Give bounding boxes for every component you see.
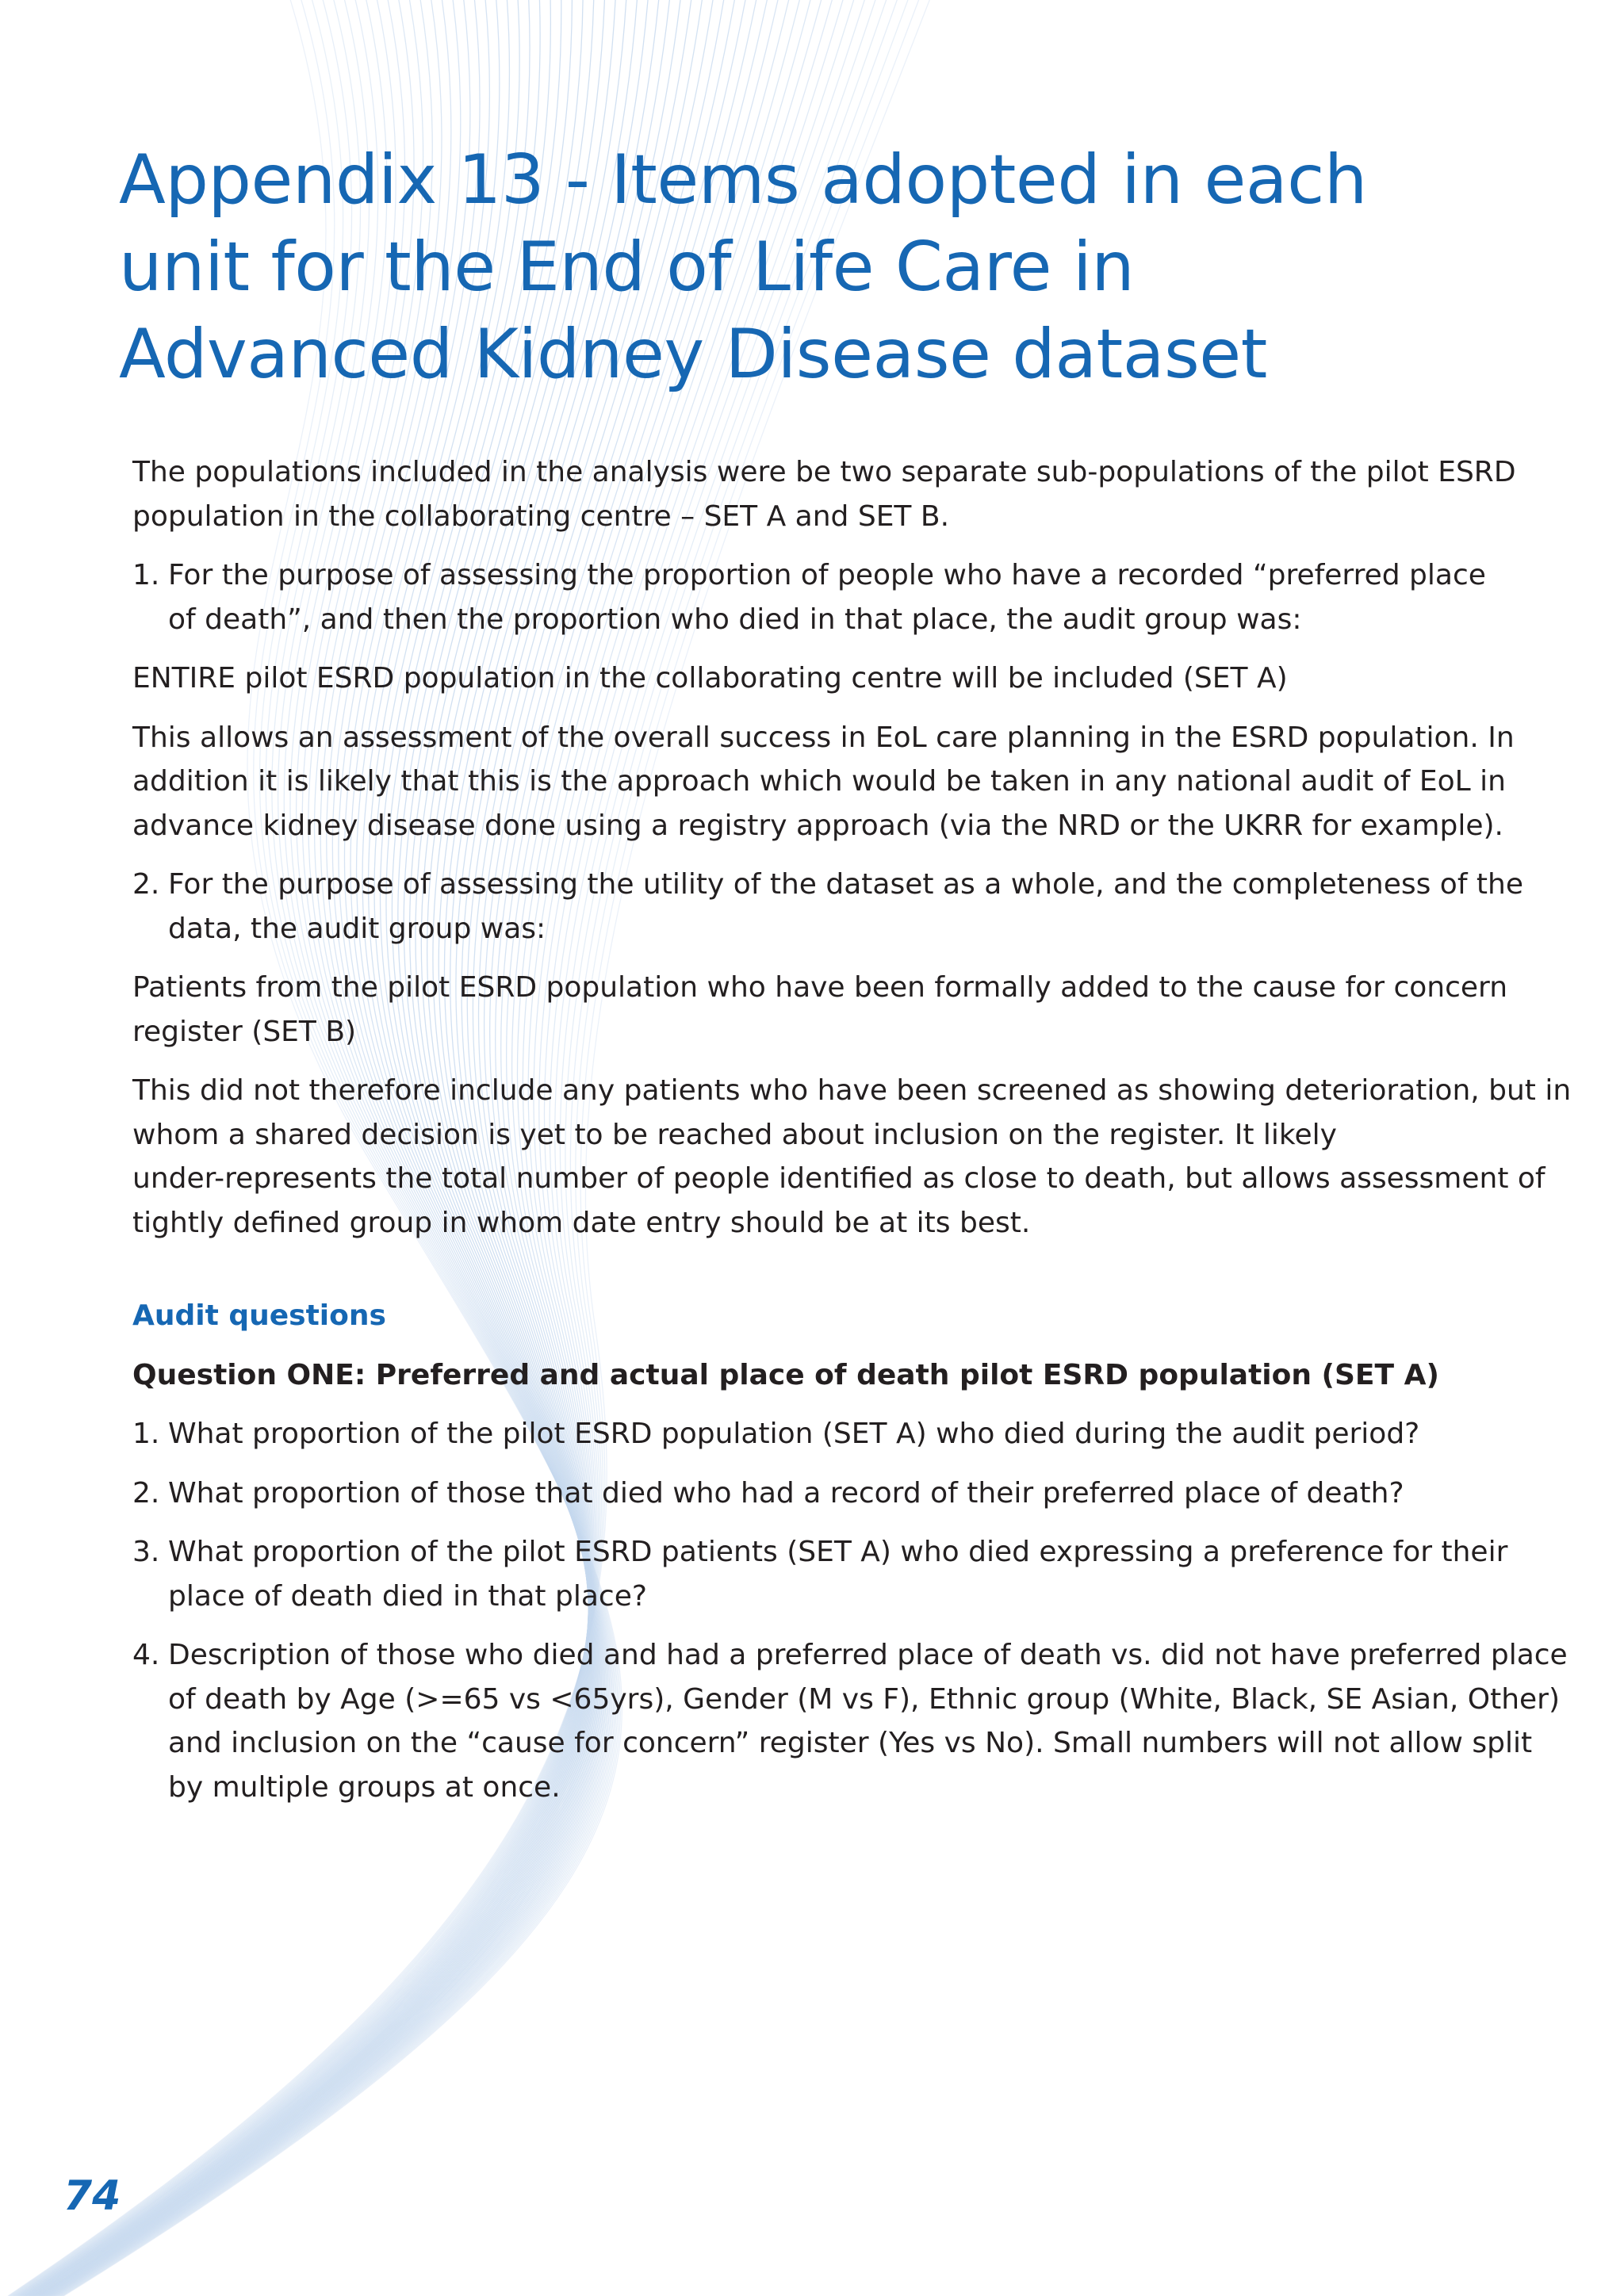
text-line: data, the audit group was: bbox=[168, 912, 546, 945]
text-line: register (SET B) bbox=[132, 1015, 357, 1048]
text-line: whom a shared decision is yet to be reached about inclusion on the register. It likely bbox=[132, 1118, 1337, 1151]
numbered-item-1 bbox=[132, 553, 1512, 641]
question-item bbox=[132, 1471, 1512, 1516]
item-number: 1. bbox=[132, 559, 160, 591]
text-line: What proportion of the pilot ESRD population (SET A) who died during the audit period? bbox=[168, 1418, 1420, 1450]
text-line: This did not therefore include any patients who have been screened as showing deterioration, but in bbox=[132, 1074, 1572, 1107]
text-line: Patients from the pilot ESRD population who have been formally added to the cause for concern bbox=[132, 971, 1508, 1004]
numbered-item-2 bbox=[132, 863, 1524, 951]
text-line: What proportion of the pilot ESRD patients (SET A) who died expressing a preference for their bbox=[168, 1536, 1508, 1568]
intro-paragraph bbox=[132, 450, 1516, 538]
title-line: Appendix 13 - Items adopted in each bbox=[119, 140, 1367, 220]
title-line: unit for the End of Life Care in bbox=[119, 228, 1135, 307]
text-line: by multiple groups at once. bbox=[168, 1770, 561, 1804]
title-line: Advanced Kidney Disease dataset bbox=[119, 315, 1267, 394]
text-line: What proportion of those that died who had a record of their preferred place of death? bbox=[168, 1476, 1404, 1510]
audit-questions-heading: Audit questions bbox=[132, 1299, 386, 1332]
item-number: 2. bbox=[132, 868, 160, 901]
text-line: This allows an assessment of the overall success in EoL care planning in the ESRD population. In bbox=[132, 721, 1515, 754]
question-item bbox=[132, 1530, 1512, 1618]
question-item bbox=[132, 1633, 1568, 1809]
set-b-statement bbox=[132, 966, 1512, 1054]
set-a-statement bbox=[132, 656, 1512, 701]
item-number: 1. bbox=[132, 1418, 160, 1450]
item-number: 2. bbox=[132, 1476, 160, 1510]
page-title bbox=[119, 136, 1467, 398]
item-number: 4. bbox=[132, 1639, 160, 1671]
item-number: 3. bbox=[132, 1536, 160, 1568]
text-line: place of death died in that place? bbox=[168, 1579, 647, 1613]
text-line: and inclusion on the “cause for concern” register (Yes vs No). Small numbers will not allow split bbox=[168, 1727, 1533, 1759]
text-line: For the purpose of assessing the utility of the dataset as a whole, and the completeness of the bbox=[168, 868, 1524, 901]
text-line: Description of those who died and had a preferred place of death vs. did not have preferred place bbox=[168, 1639, 1568, 1671]
body-text bbox=[132, 450, 1572, 1824]
text-line: advance kidney disease done using a registry approach (via the NRD or the UKRR for example). bbox=[132, 809, 1503, 842]
text-line: tightly defined group in whom date entry should be at its best. bbox=[132, 1206, 1031, 1239]
question-item bbox=[132, 1412, 1512, 1456]
text-line: under-represents the total number of people identified as close to death, but allows assessment of bbox=[132, 1162, 1545, 1195]
text-line: of death”, and then the proportion who died in that place, the audit group was: bbox=[168, 603, 1302, 636]
question-one-heading: Question ONE: Preferred and actual place of death pilot ESRD population (SET A) bbox=[132, 1358, 1439, 1391]
set-a-rationale bbox=[132, 716, 1515, 848]
text-line: addition it is likely that this is the approach which would be taken in any national audit of EoL in bbox=[132, 765, 1506, 798]
text-line: ENTIRE pilot ESRD population in the collaborating centre will be included (SET A) bbox=[132, 662, 1288, 695]
text-line: The populations included in the analysis were be two separate sub-populations of the pilot ESRD bbox=[132, 456, 1516, 488]
text-line: For the purpose of assessing the proportion of people who have a recorded “preferred place bbox=[168, 559, 1486, 591]
text-line: population in the collaborating centre – SET A and SET B. bbox=[132, 499, 950, 533]
set-b-rationale bbox=[132, 1069, 1572, 1245]
text-line: of death by Age (>=65 vs <65yrs), Gender (M vs F), Ethnic group (White, Black, SE Asian, Other) bbox=[168, 1682, 1561, 1716]
page-number: 74 bbox=[63, 2172, 121, 2220]
